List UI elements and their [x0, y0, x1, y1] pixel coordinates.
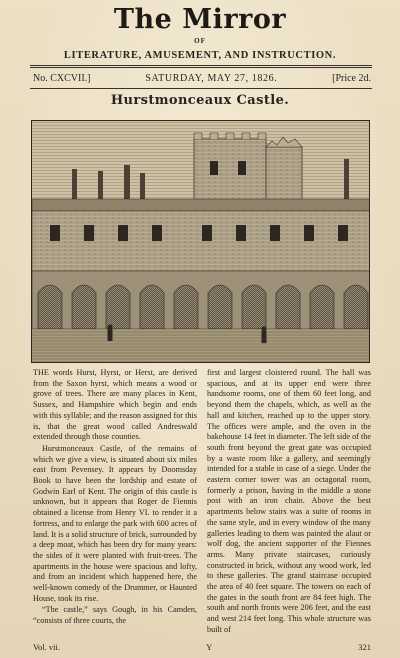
paragraph: “The castle,” says Gough, in his Camden, “consists of three courts, the — [33, 605, 197, 626]
roof-line — [32, 199, 370, 211]
masthead-subtitle: LITERATURE, AMUSEMENT, AND INSTRUCTION. — [63, 50, 337, 61]
masthead-of: OF — [194, 37, 206, 45]
chimney — [140, 173, 145, 199]
column-left — [33, 368, 197, 638]
article-heading: Hurstmonceaux Castle. — [110, 93, 290, 108]
paragraph: first and largest cloistered round. The hall was spacious, and at its upper end were three handsome rooms, one of them 60 feet long, and beyond them the chapels, which, as well as the hall and kitchen, reached up to the upper story. The offices were ample, and the oven in the bakehouse 14 feet in diameter. The left side of the south front beyond the great gate was occupied by a waste room like a gallery, and seemingly intended for a stable in case of a siege. Under the eastern corner tower was an octagonal room, formerly a prison, having in the middle a stone post with an iron chain. Above the best apartments below stairs was a suite of rooms in the same style, and in every window of the many galleries leading to them was painted the alaut or wolf dog, the ancient supporter of the Fiennes arms. Many private staircases, curiously constructed in brick, without any wood work, led to these galleries. The grand staircase occupied the area of 40 feet square. The towers on each of the gates in the south front are 84 feet high. The south and north fronts were 206 feet, and the east and west 214 feet long. This whole structure was built of — [207, 368, 371, 634]
masthead-rule-double — [30, 67, 372, 68]
volume-label: Vol. vii. — [33, 642, 61, 652]
issue-line — [33, 71, 371, 85]
chimney — [344, 159, 349, 199]
issue-price: [Price 2d. — [332, 72, 371, 84]
chimney — [124, 165, 130, 199]
castle-engraving — [31, 120, 370, 363]
article-body — [33, 368, 371, 638]
chimney — [72, 169, 77, 199]
issue-date: SATURDAY, MAY 27, 1826. — [145, 72, 278, 84]
masthead-rule-top — [30, 65, 372, 66]
paragraph: Hurstmonceaux Castle, of the remains of which we give a view, is situated about six miles east from Pevensey. It appears by Doomsday Book to have been the lordship and estate of Godwin Earl of Kent. The origin of this castle is unknown, but it appears that Roger de Fiennis obtained a license from Henry VI. to render it a fortress, and to enlarge the park with 600 acres of land. It is a solid structure of brick, surrounded by a deep moat, which has been dry for many years: the sides of it were planted with fruit-trees. The apartments in the house were spacious and lofty, and from an incident which happened here, the well-known comedy of the Drummer, or Haunted House, took its rise. — [33, 443, 197, 603]
tower-window — [210, 161, 218, 175]
paragraph: THE words Hurst, Hyrst, or Herst, are derived from the Saxon hyrst, which means a wood or grove of trees. There are many places in Kent, Sussex, and Hampshire which begin and ends with this syllable; and the reason assigned for this is, that the great wood called Andreswald extended through those counties. — [33, 368, 197, 442]
castle-engraving-svg — [32, 121, 370, 363]
chimney — [98, 171, 103, 199]
tower-window — [238, 161, 246, 175]
page-number: 321 — [358, 642, 371, 652]
column-right — [207, 368, 371, 638]
signature-mark: Y — [206, 642, 213, 652]
issue-number: No. CXCVII.] — [33, 72, 91, 84]
upper-facade — [32, 211, 370, 271]
masthead-title: The Mirror — [113, 4, 287, 35]
page-footer — [33, 640, 371, 654]
issue-rule-bottom — [30, 88, 372, 89]
courtyard — [32, 329, 370, 363]
